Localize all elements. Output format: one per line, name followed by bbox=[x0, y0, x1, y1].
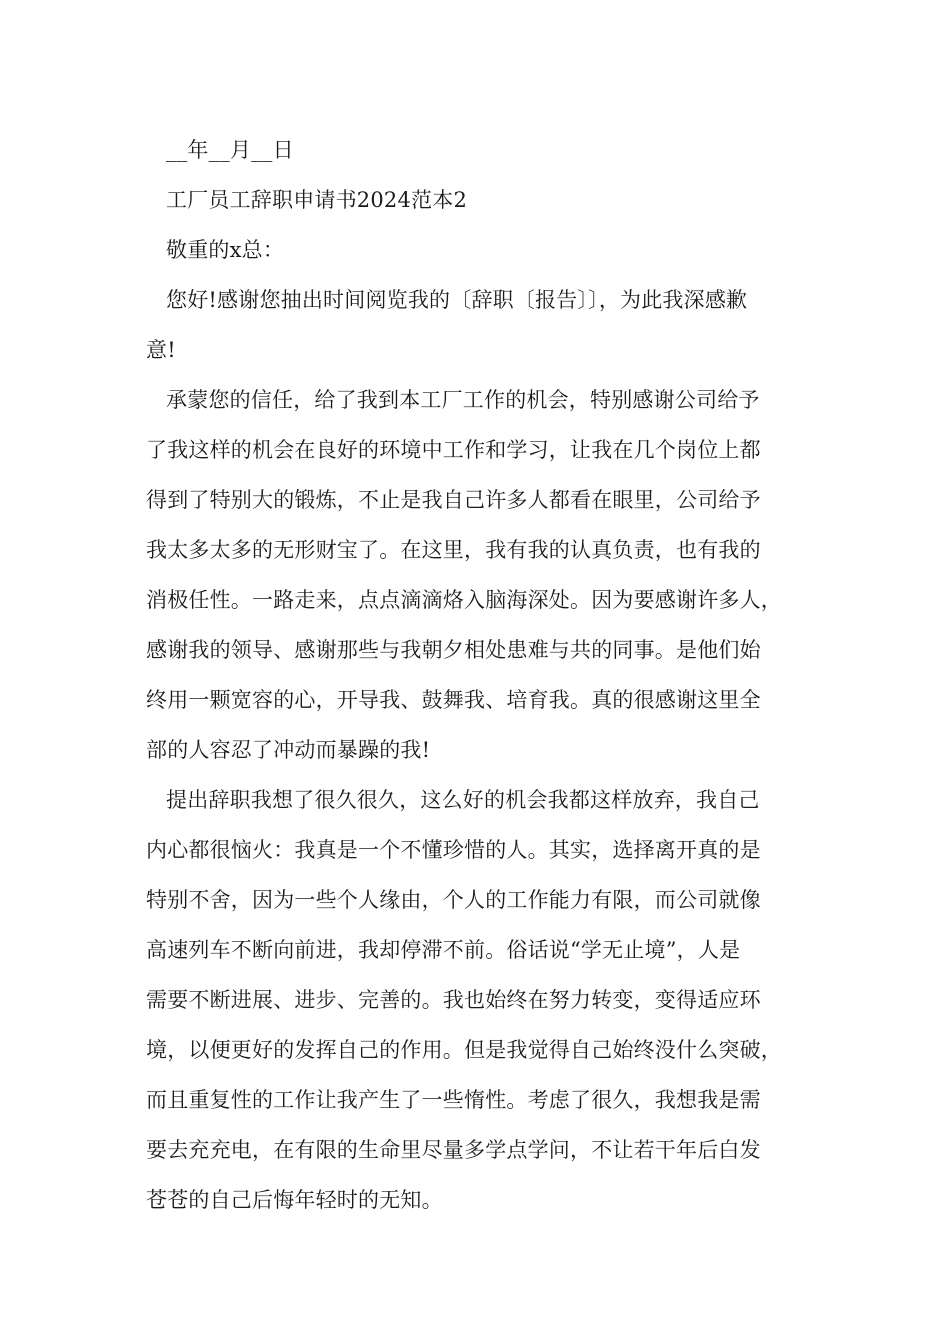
paragraph-2-line-4: 我太多太多的无形财宝了。在这里，我有我的认真负责，也有我的 bbox=[146, 538, 761, 562]
paragraph-3-line-5: 需要不断进展、进步、完善的。我也始终在努力转变，变得适应环 bbox=[146, 988, 761, 1012]
paragraph-2-line-1: 承蒙您的信任，给了我到本工厂工作的机会，特别感谢公司给予 bbox=[166, 388, 760, 412]
paragraph-2-line-7: 终用一颗宽容的心，开导我、鼓舞我、培育我。真的很感谢这里全 bbox=[146, 688, 761, 712]
paragraph-2-line-6: 感谢我的领导、感谢那些与我朝夕相处患难与共的同事。是他们始 bbox=[146, 638, 761, 662]
salutation: 敬重的x总： bbox=[166, 238, 285, 262]
paragraph-2-line-2: 了我这样的机会在良好的环境中工作和学习，让我在几个岗位上都 bbox=[146, 438, 761, 462]
document-title: 工厂员工辞职申请书2024范本2 bbox=[166, 188, 468, 212]
paragraph-3-line-2: 内心都很恼火：我真是一个不懂珍惜的人。其实，选择离开真的是 bbox=[146, 838, 761, 862]
paragraph-1-line-2: 意! bbox=[146, 338, 176, 362]
paragraph-1-line-1: 您好!感谢您抽出时间阅览我的〔辞职〔报告〕〕，为此我深感歉 bbox=[166, 288, 748, 312]
paragraph-3-line-7: 而且重复性的工作让我产生了一些惰性。考虑了很久，我想我是需 bbox=[146, 1088, 761, 1112]
paragraph-3-line-8: 要去充充电，在有限的生命里尽量多学点学问，不让若干年后白发 bbox=[146, 1138, 761, 1162]
paragraph-2-line-5: 消极任性。一路走来，点点滴滴烙入脑海深处。因为要感谢许多人， bbox=[146, 588, 782, 612]
paragraph-3-line-3: 特别不舍，因为一些个人缘由，个人的工作能力有限，而公司就像 bbox=[146, 888, 761, 912]
paragraph-3-line-6: 境，以便更好的发挥自己的作用。但是我觉得自己始终没什么突破， bbox=[146, 1038, 782, 1062]
paragraph-3-line-4: 高速列车不断向前进，我却停滞不前。俗话说“学无止境”，人是 bbox=[146, 938, 741, 962]
paragraph-2-line-3: 得到了特别大的锻炼，不止是我自己许多人都看在眼里，公司给予 bbox=[146, 488, 761, 512]
paragraph-2-line-8: 部的人容忍了冲动而暴躁的我! bbox=[146, 738, 431, 762]
paragraph-3-line-1: 提出辞职我想了很久很久，这么好的机会我都这样放弃，我自己 bbox=[166, 788, 760, 812]
paragraph-3-line-9: 苍苍的自己后悔年轻时的无知。 bbox=[146, 1188, 443, 1212]
date-line: __年__月__日 bbox=[166, 138, 294, 162]
